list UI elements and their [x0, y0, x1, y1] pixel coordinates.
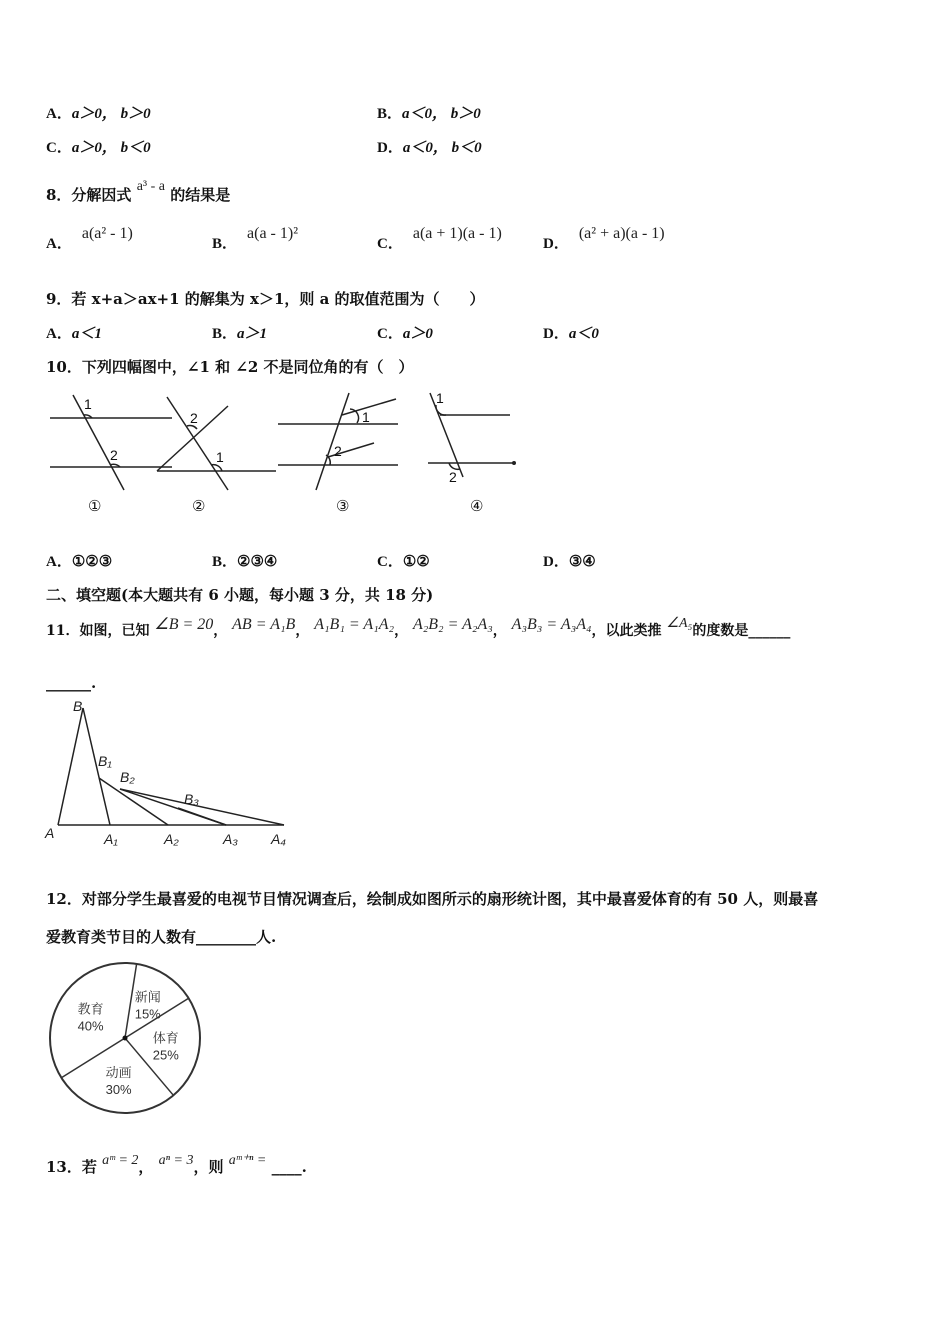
- option-key: C．: [377, 554, 403, 570]
- q9-option-b: [212, 322, 267, 343]
- fig4-angle1-label: 1: [436, 390, 444, 406]
- q10-figures: [40, 385, 540, 520]
- q10-option-d: [543, 550, 596, 571]
- option-key: C．: [377, 326, 403, 342]
- option-text: a＜0， b＜0: [402, 140, 482, 156]
- q13-prefix: 13．若: [46, 1158, 97, 1176]
- fig4-transversal: [430, 393, 463, 477]
- option-text: a＞0， b＞0: [71, 106, 151, 122]
- option-key: B．: [212, 236, 238, 252]
- option-key: A．: [46, 554, 72, 570]
- q13-cond2: aⁿ = 3: [158, 1153, 194, 1168]
- option-text: a(a + 1)(a - 1): [412, 225, 502, 242]
- pie-slice-label: 教育: [77, 1001, 104, 1017]
- option-text: a＞0， b＜0: [71, 140, 151, 156]
- option-key: A．: [46, 326, 72, 342]
- q9-option-c: [377, 322, 433, 343]
- option-key: B．: [212, 554, 238, 570]
- q11-angle: ∠A₅: [666, 616, 693, 631]
- fig2-label: ②: [192, 498, 206, 515]
- q11-label-a4: A₄: [271, 831, 286, 847]
- pie-slice-value: 15%: [134, 1006, 161, 1022]
- q11-cond4: A₂B₂ = A₂A₃: [412, 616, 493, 633]
- q13-cond1: aᵐ = 2: [102, 1153, 139, 1168]
- q11-label-a2: A₂: [164, 831, 179, 847]
- option-key: B．: [212, 326, 238, 342]
- option-key: D．: [543, 554, 569, 570]
- q11-label-a1: A₁: [104, 831, 118, 847]
- option-key: A．: [46, 106, 72, 122]
- q12-line2: 爱教育类节目的人数有________人.: [46, 928, 277, 946]
- q9-option-a: [46, 322, 102, 343]
- fig3-angle1-label: 1: [362, 409, 370, 425]
- q8-stem-post: 的结果是: [170, 186, 231, 204]
- q10-option-a: [46, 550, 112, 571]
- q11-edge-b2a4: [120, 789, 284, 825]
- option-key: C．: [46, 140, 72, 156]
- fig1-angle1-label: 1: [84, 396, 92, 412]
- fig3-angle2-label: 2: [334, 443, 342, 459]
- q12-line1: 12．对部分学生最喜爱的电视节目情况调查后，绘制成如图所示的扇形统计图，其中最喜爱体育的有 50 人，则最喜: [46, 890, 819, 908]
- fig3-transversal: [316, 393, 349, 490]
- q7-option-c: [46, 136, 151, 157]
- q13-stem: 13．若 aᵐ = 2， aⁿ = 3，则 aᵐ⁺ⁿ = ____.: [46, 1153, 307, 1176]
- q13-mid: ，则: [193, 1158, 224, 1176]
- q11-label-b2: B₂: [120, 769, 135, 785]
- option-text: a＞1: [237, 326, 268, 342]
- fig2-angle1-label: 1: [216, 449, 224, 465]
- q11-stem: 11．如图，已知 ∠B = 20， AB = A₁B， A₁B₁ = A₁A₂， A₂B₂ = A₂A₃， A₃B₃ = A₃A₄，以此类推 ∠A₅的度数是______: [46, 616, 791, 639]
- option-text: a＜0， b＞0: [402, 106, 481, 122]
- option-text: a＜0: [568, 326, 599, 342]
- option-key: D．: [377, 140, 403, 156]
- pie-slice-value: 30%: [105, 1081, 132, 1097]
- fig4-angle2-label: 2: [449, 469, 457, 485]
- fig1-transversal: [73, 395, 124, 490]
- q11-blank2: ______.: [46, 674, 97, 692]
- q8-option-b: [212, 225, 298, 253]
- q11-cond1: ∠B = 20: [154, 616, 214, 633]
- fig1-angle2-label: 2: [110, 447, 118, 463]
- option-key: D．: [543, 326, 569, 342]
- option-key: D．: [543, 236, 569, 252]
- option-key: B．: [377, 106, 403, 122]
- q11-suffix: 的度数是______: [692, 623, 791, 639]
- option-text: (a² + a)(a - 1): [578, 225, 665, 242]
- q7-option-d: [377, 136, 482, 157]
- option-text: ①②: [402, 552, 430, 570]
- q10-stem: 10．下列四幅图中，∠1 和 ∠2 不是同位角的有（ ）: [46, 358, 414, 376]
- q8-option-a: [46, 225, 133, 253]
- q11-cond3: A₁B₁ = A₁A₂: [314, 616, 395, 633]
- q7-option-b: [377, 102, 481, 123]
- q8-option-c: [377, 225, 502, 253]
- option-text: a(a - 1)²: [247, 225, 298, 242]
- pie-center: [123, 1036, 128, 1041]
- fig4-point: [512, 461, 516, 465]
- q10-option-b: [212, 550, 277, 571]
- q10-option-c: [377, 550, 430, 571]
- q11-label-b: B: [73, 698, 83, 714]
- q7-option-a: [46, 102, 151, 123]
- q11-label-a3: A₃: [223, 831, 238, 847]
- option-text: ③④: [568, 552, 596, 570]
- q8-option-d: [543, 225, 665, 253]
- fig3-label: ③: [336, 498, 350, 515]
- q8-stem-pre: 8．分解因式: [46, 186, 132, 204]
- q13-expr: aᵐ⁺ⁿ =: [228, 1153, 267, 1168]
- q11-prefix: 11．如图，已知: [46, 623, 150, 639]
- q11-cond2: AB = A₁B: [232, 616, 296, 633]
- option-text: ①②③: [71, 552, 113, 570]
- option-text: a(a² - 1): [81, 225, 133, 242]
- option-key: A．: [46, 236, 72, 252]
- fig4-label: ④: [470, 498, 484, 515]
- q11-label-a: A: [45, 825, 55, 841]
- option-key: C．: [377, 236, 403, 252]
- pie-slice-label: 动画: [105, 1064, 132, 1080]
- q9-option-d: [543, 322, 599, 343]
- pie-slice-label: 体育: [152, 1030, 179, 1046]
- section-title: 二、填空题(本大题共有 6 小题，每小题 3 分，共 18 分): [46, 586, 434, 604]
- fig1-label: ①: [88, 498, 102, 515]
- q11-mid: ，以此类推: [591, 623, 662, 639]
- fig2-angle2-label: 2: [190, 410, 198, 426]
- q11-figure: [40, 698, 300, 853]
- pie-slice-value: 40%: [77, 1018, 104, 1034]
- q8-expression: a³ - a: [136, 179, 165, 194]
- q12-pie-chart: [45, 958, 215, 1118]
- q13-blank: ____.: [271, 1158, 307, 1176]
- option-text: ②③④: [237, 552, 278, 570]
- q11-label-b1: B₁: [98, 753, 112, 769]
- pie-slice-value: 25%: [152, 1047, 179, 1063]
- q9-stem: 9．若 x+a＞ax+1 的解集为 x＞1，则 a 的取值范围为（ ）: [46, 290, 485, 308]
- q11-cond5: A₃B₃ = A₃A₄: [511, 616, 592, 633]
- q8-stem: [46, 179, 231, 205]
- q11-label-b3: B₃: [184, 791, 199, 807]
- q11-edge-ab: [58, 708, 83, 825]
- pie-slice-label: 新闻: [134, 989, 161, 1005]
- option-text: a＜1: [71, 326, 102, 342]
- option-text: a＞0: [402, 326, 433, 342]
